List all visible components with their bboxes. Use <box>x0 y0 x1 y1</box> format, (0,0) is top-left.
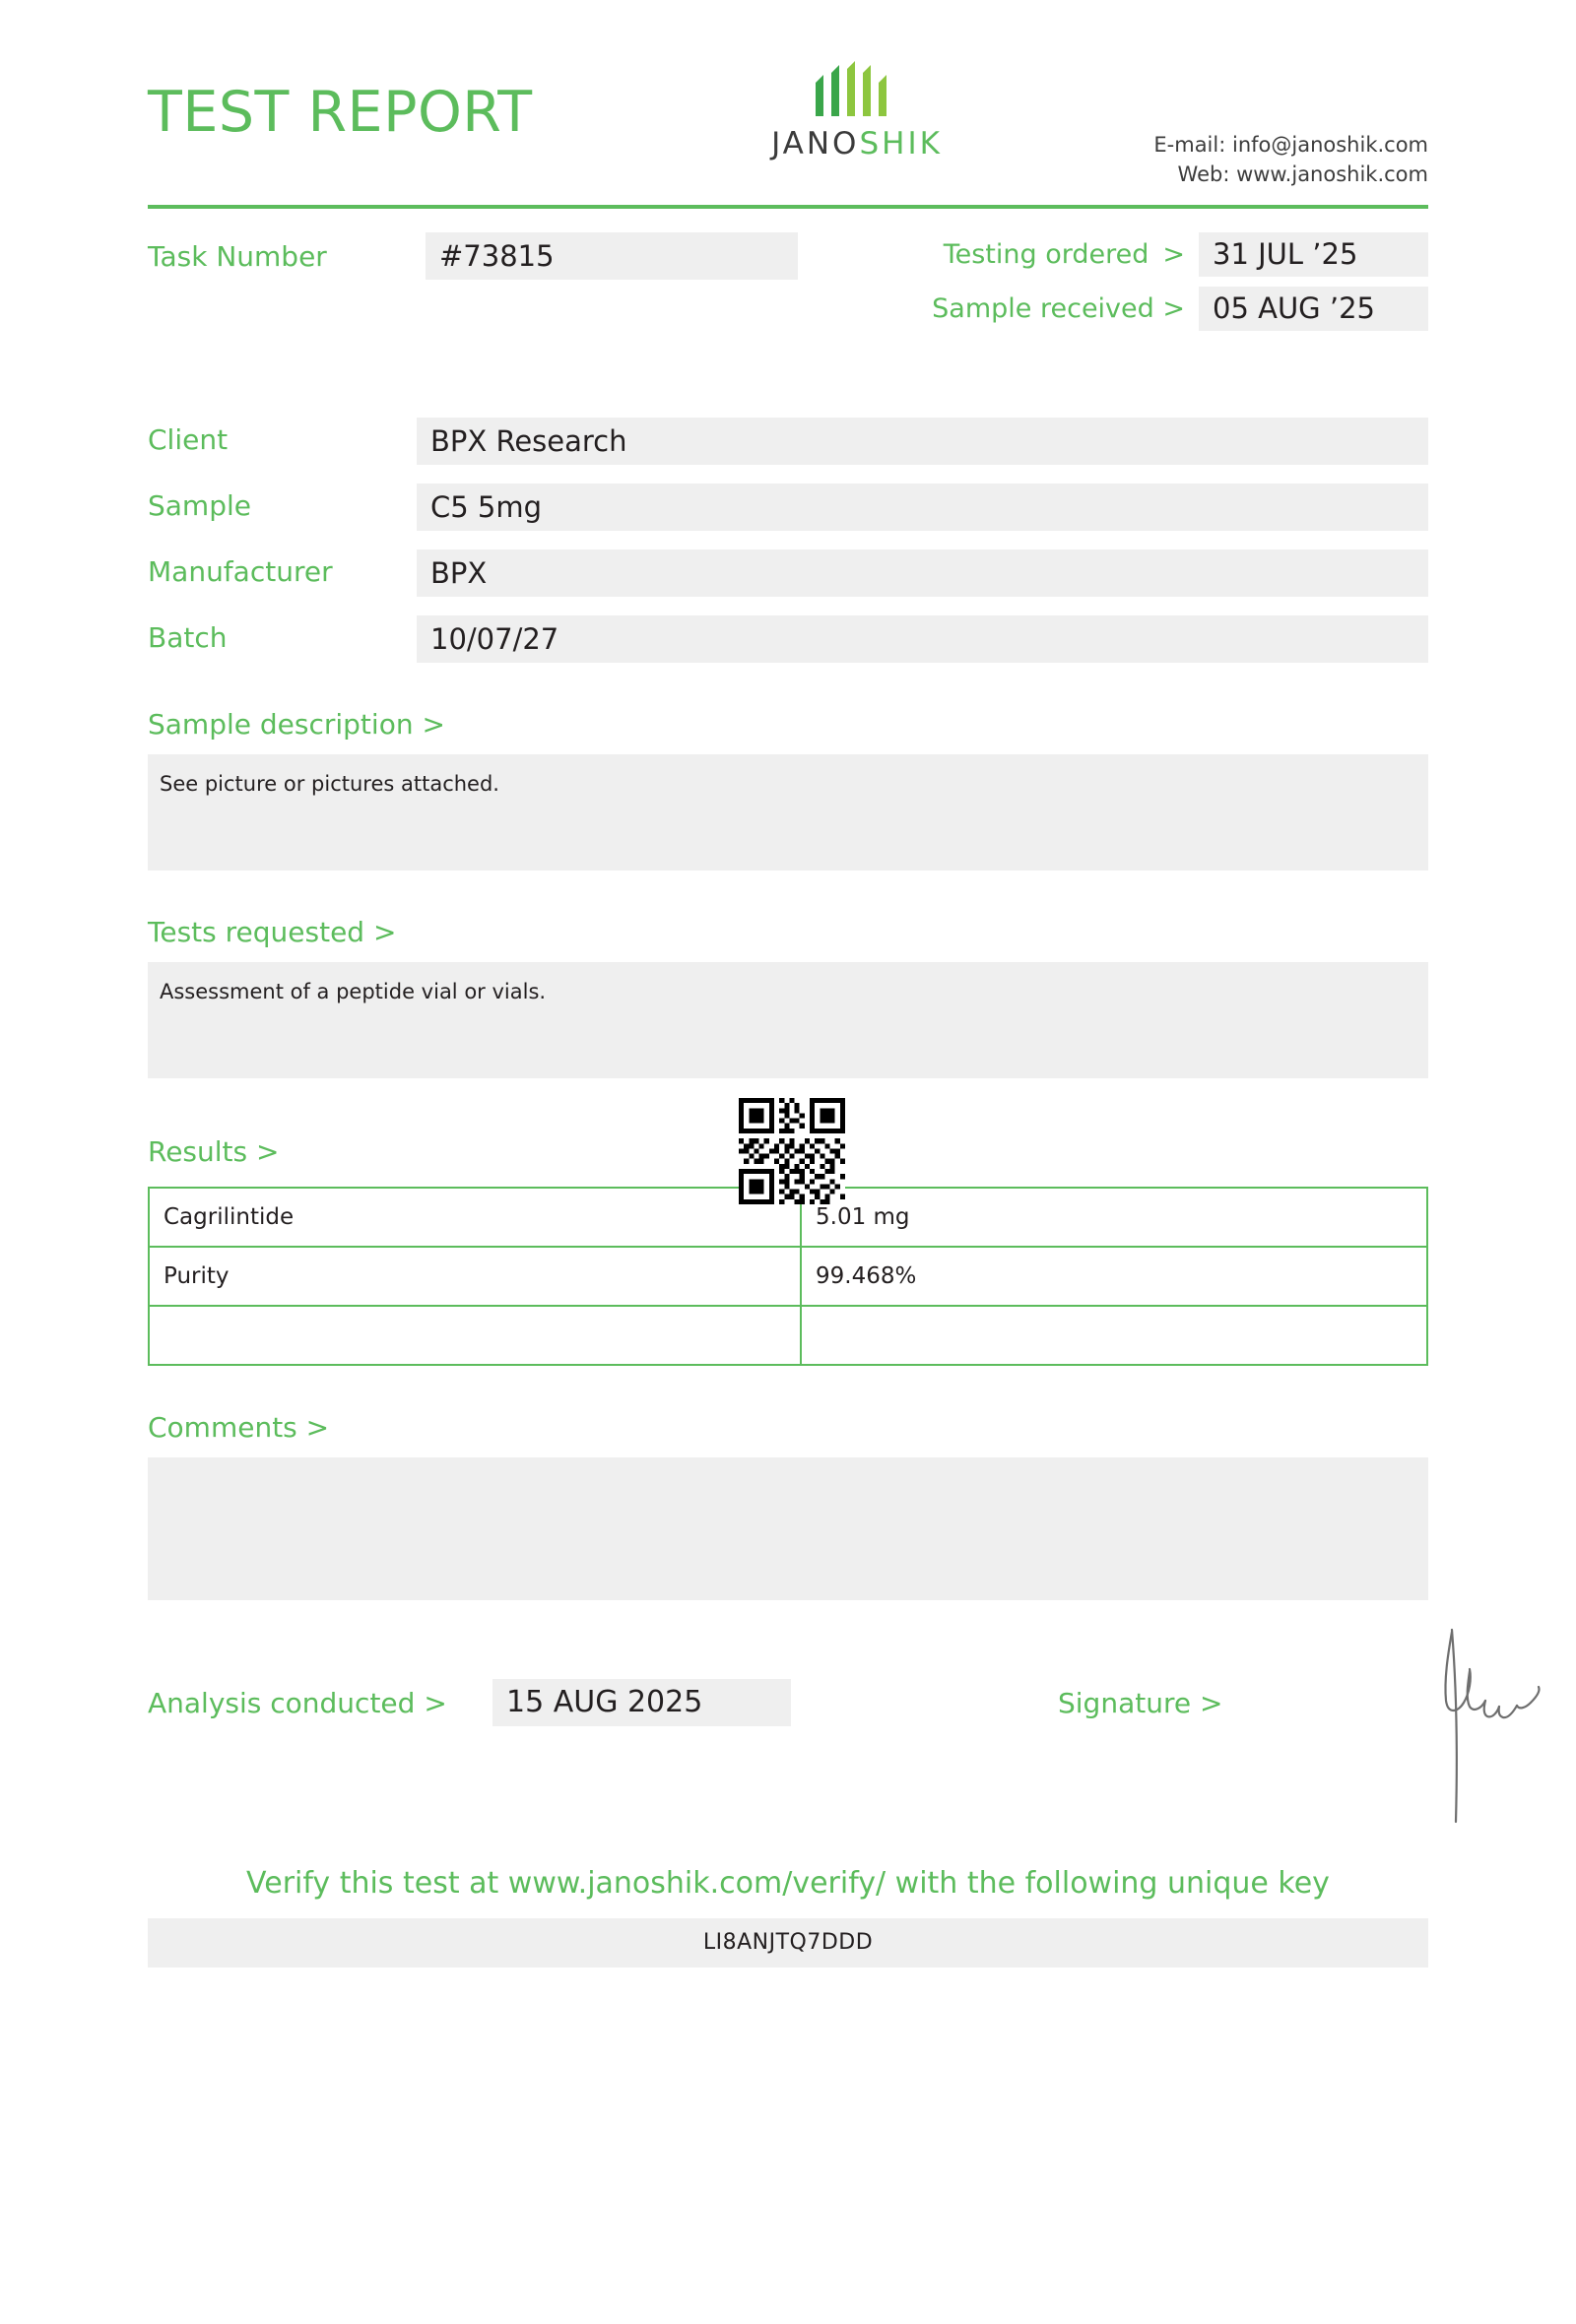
testing-ordered-value: 31 JUL ’25 <box>1199 232 1428 277</box>
client-label: Client <box>148 423 229 456</box>
sample-description-box: See picture or pictures attached. <box>148 754 1428 871</box>
comments-title: Comments > <box>148 1411 330 1444</box>
info-row <box>148 615 1428 663</box>
contact-email: E-mail: info@janoshik.com <box>1153 133 1428 157</box>
unique-key: LI8ANJTQ7DDD <box>148 1918 1428 1968</box>
sample-received-value: 05 AUG ’25 <box>1199 287 1428 331</box>
signature-label: Signature > <box>1058 1687 1223 1719</box>
analysis-conducted-value: 15 AUG 2025 <box>492 1679 791 1726</box>
batch-label: Batch <box>148 621 228 654</box>
tests-requested-title: Tests requested > <box>148 916 397 948</box>
contact-info <box>1153 130 1428 190</box>
dates-block <box>932 232 1428 341</box>
result-value <box>801 1306 1427 1365</box>
task-number-label: Task Number <box>148 240 327 273</box>
manufacturer-value: BPX <box>417 549 1428 597</box>
info-row <box>148 484 1428 531</box>
logo-word-green: SHIK <box>859 126 943 161</box>
results-title: Results > <box>148 1135 280 1168</box>
verify-text: Verify this test at www.janoshik.com/verify/ with the following unique key <box>246 1866 1330 1901</box>
testing-ordered-label: Testing ordered <box>943 239 1149 270</box>
sample-received-row <box>932 287 1428 331</box>
results-table <box>148 1187 1428 1366</box>
contact-web: Web: www.janoshik.com <box>1177 162 1428 187</box>
sample-received-label: Sample received > <box>932 293 1185 324</box>
janoshik-logo <box>739 59 975 161</box>
result-value: 5.01 mg <box>801 1188 1427 1247</box>
logo-word-dark: JANO <box>771 126 860 161</box>
result-value: 99.468% <box>801 1247 1427 1306</box>
signature-image <box>1409 1610 1576 1837</box>
page-title: TEST REPORT <box>148 79 533 145</box>
header-divider <box>148 205 1428 209</box>
tests-requested-box: Assessment of a peptide vial or vials. <box>148 962 1428 1078</box>
result-name: Purity <box>149 1247 801 1306</box>
comments-box <box>148 1457 1428 1600</box>
manufacturer-label: Manufacturer <box>148 555 333 588</box>
sample-value: C5 5mg <box>417 484 1428 531</box>
mountain-logo-icon <box>798 59 916 120</box>
task-number-value: #73815 <box>426 232 798 280</box>
results-header <box>148 1124 1428 1183</box>
signature-section <box>148 1669 1428 1787</box>
client-value: BPX Research <box>417 418 1428 465</box>
testing-ordered-row <box>932 232 1428 277</box>
info-row <box>148 549 1428 597</box>
logo-wordmark <box>739 126 975 161</box>
sample-info-block <box>148 418 1428 663</box>
batch-value: 10/07/27 <box>417 615 1428 663</box>
info-row <box>148 418 1428 465</box>
qr-code-icon <box>739 1098 845 1204</box>
result-name <box>149 1306 801 1365</box>
chevron-right-icon: > <box>1162 239 1185 270</box>
table-row <box>149 1247 1427 1306</box>
analysis-conducted-label: Analysis conducted > <box>148 1687 447 1719</box>
sample-description-title: Sample description > <box>148 708 445 741</box>
table-row <box>149 1306 1427 1365</box>
sample-label: Sample <box>148 489 251 522</box>
report-header <box>148 0 1428 197</box>
task-section <box>148 232 1428 360</box>
result-name: Cagrilintide <box>149 1188 801 1247</box>
